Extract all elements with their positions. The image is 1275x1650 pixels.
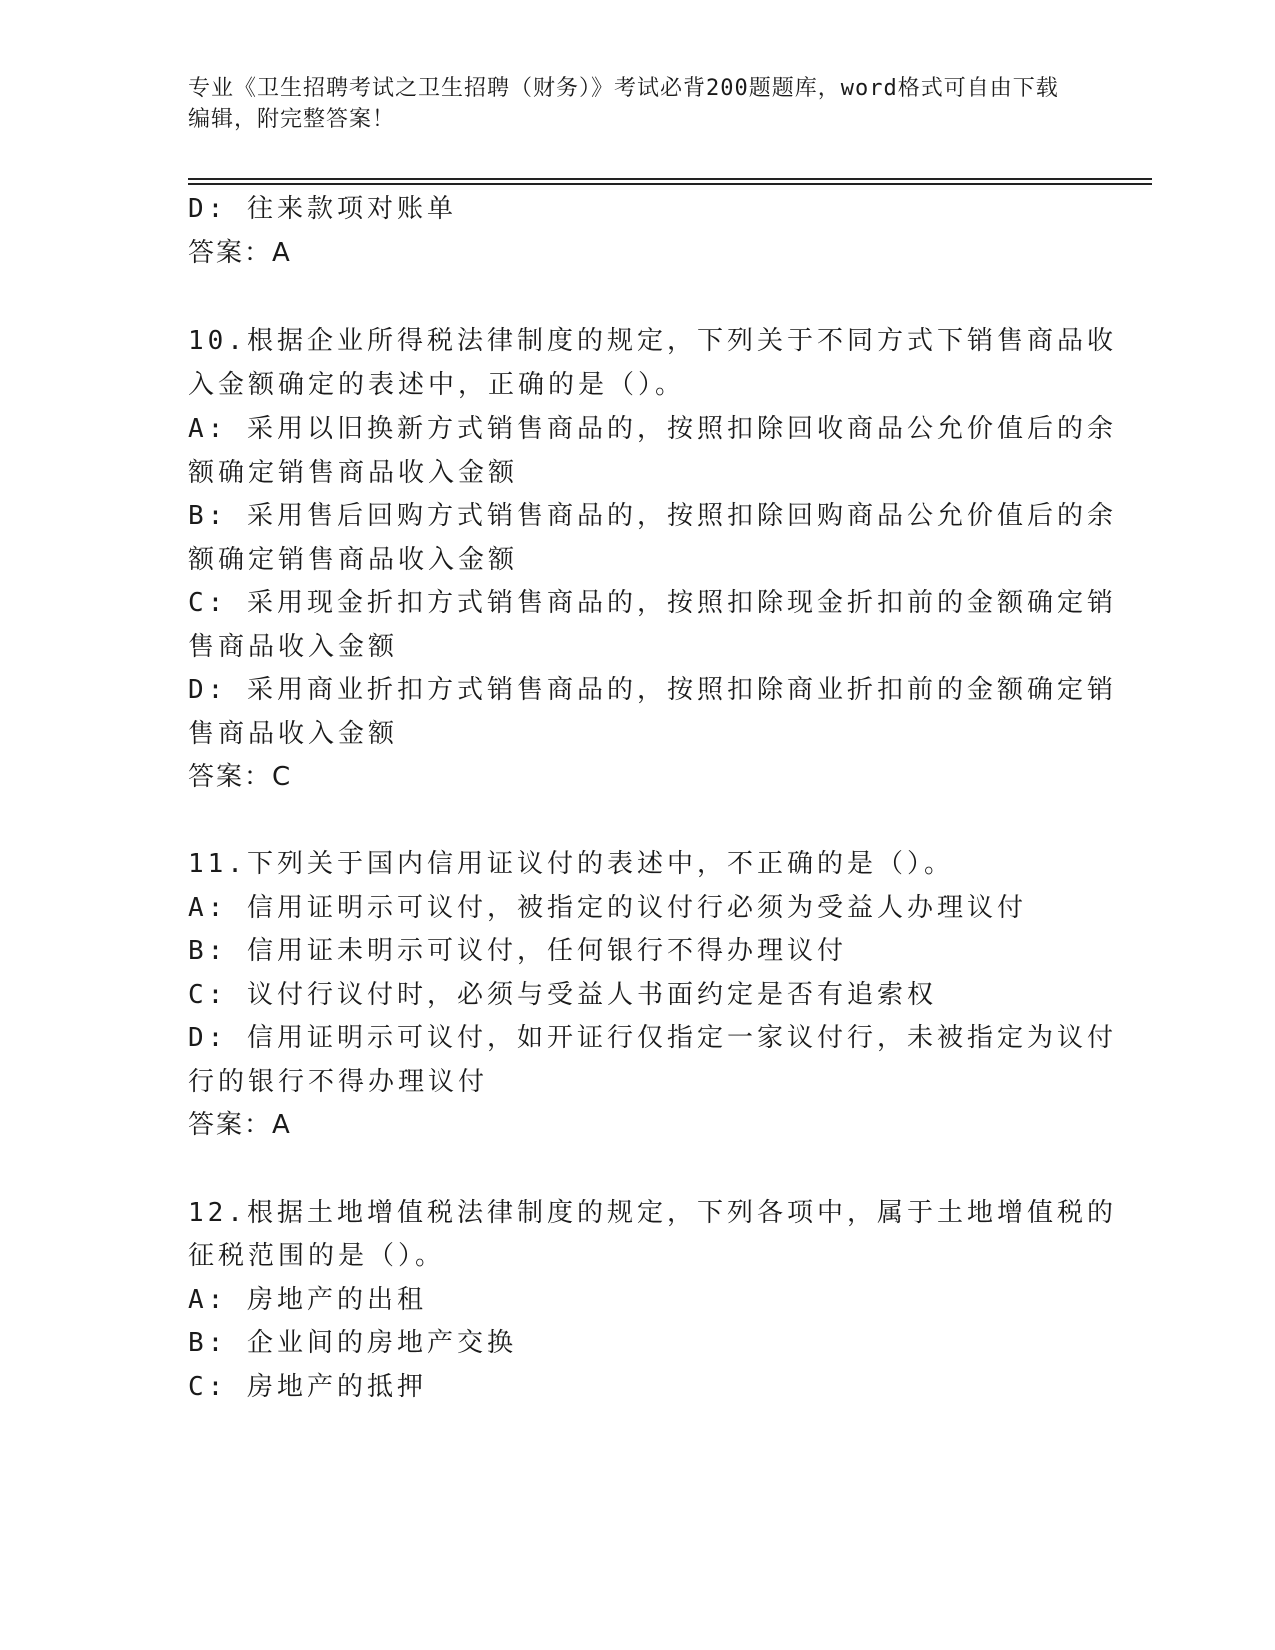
q10-option-d-line1: D: 采用商业折扣方式销售商品的，按照扣除商业折扣前的金额确定销: [188, 675, 1117, 705]
prev-answer: 答案：A: [188, 238, 292, 268]
q11-option-d-line1: D: 信用证明示可议付，如开证行仅指定一家议付行，未被指定为议付: [188, 1023, 1117, 1053]
q12-stem-line1: 12.根据土地增值税法律制度的规定，下列各项中，属于土地增值税的: [188, 1198, 1117, 1228]
prev-option-d: D: 往来款项对账单: [188, 194, 457, 224]
q12-option-b: B: 企业间的房地产交换: [188, 1328, 517, 1358]
q12-option-a: A: 房地产的出租: [188, 1285, 427, 1315]
q11-option-a: A: 信用证明示可议付，被指定的议付行必须为受益人办理议付: [188, 893, 1027, 923]
q10-option-c-line1: C: 采用现金折扣方式销售商品的，按照扣除现金折扣前的金额确定销: [188, 588, 1117, 618]
q11-stem-line1: 11.下列关于国内信用证议付的表述中，不正确的是（）。: [188, 849, 954, 879]
q11-option-d-line2: 行的银行不得办理议付: [188, 1067, 489, 1097]
q10-stem-line2: 入金额确定的表述中，正确的是（）。: [188, 370, 686, 400]
q10-answer: 答案：C: [188, 762, 293, 792]
q10-stem-line1: 10.根据企业所得税法律制度的规定，下列关于不同方式下销售商品收: [188, 326, 1117, 356]
q12-option-c: C: 房地产的抵押: [188, 1372, 427, 1402]
q10-option-b-line1: B: 采用售后回购方式销售商品的，按照扣除回购商品公允价值后的余: [188, 501, 1117, 531]
q10-option-c-line2: 售商品收入金额: [188, 632, 399, 662]
header-rule-bottom: [188, 183, 1152, 185]
document-header: 专业《卫生招聘考试之卫生招聘（财务）》考试必背200题题库，word格式可自由下载编辑，附完整答案！: [188, 76, 1059, 132]
q10-option-a-line2: 额确定销售商品收入金额: [188, 458, 519, 488]
q10-option-a-line1: A: 采用以旧换新方式销售商品的，按照扣除回收商品公允价值后的余: [188, 414, 1117, 444]
header-rule-top: [188, 178, 1152, 180]
q10-option-b-line2: 额确定销售商品收入金额: [188, 545, 519, 575]
q11-option-b: B: 信用证未明示可议付，任何银行不得办理议付: [188, 936, 847, 966]
q12-stem-line2: 征税范围的是（）。: [188, 1241, 446, 1271]
q11-option-c: C: 议付行议付时，必须与受益人书面约定是否有追索权: [188, 980, 937, 1010]
q10-option-d-line2: 售商品收入金额: [188, 719, 399, 749]
q11-answer: 答案：A: [188, 1110, 292, 1140]
